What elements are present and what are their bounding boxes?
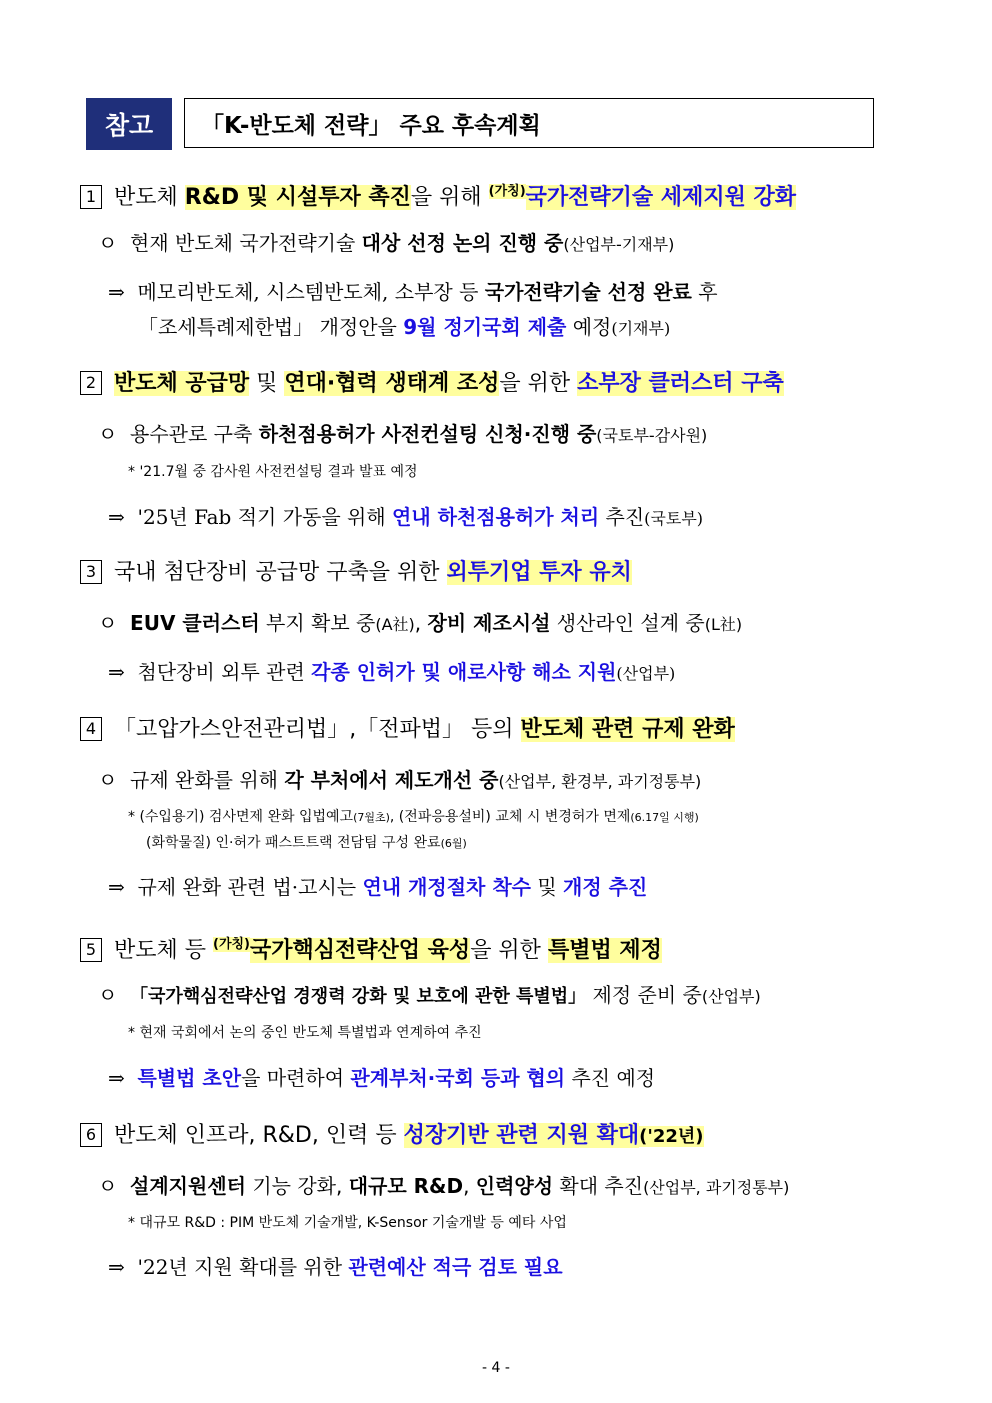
page-number: - 4 - — [482, 1360, 510, 1376]
section-1-circle: ㅇ 현재 반도체 국가전략기술 대상 선정 논의 진행 중(산업부-기재부) — [98, 231, 675, 255]
page-title: 「K-반도체 전략」 주요 후속계획 — [184, 98, 874, 148]
section-4-heading: 4 「고압가스안전관리법」,「전파법」 등의 반도체 관련 규제 완화 — [80, 715, 735, 745]
section-number: 3 — [80, 560, 102, 584]
section-6-arrow: ⇒ '22년 지원 확대를 위한 관련예산 적극 검토 필요 — [108, 1255, 563, 1279]
section-2-note: * '21.7월 중 감사원 사전컨설팅 결과 발표 예정 — [128, 464, 418, 480]
section-4-note-2: (화학물질) 인·허가 패스트트랙 전담팀 구성 완료(6월) — [146, 835, 467, 851]
section-6-circle: ㅇ 설계지원센터 기능 강화, 대규모 R&D, 인력양성 확대 추진(산업부, 과기정통부) — [98, 1174, 790, 1198]
section-number: 4 — [80, 717, 102, 741]
section-5-arrow: ⇒ 특별법 초안을 마련하여 관계부처·국회 등과 협의 추진 예정 — [108, 1066, 656, 1090]
section-1-arrow: ⇒ 메모리반도체, 시스템반도체, 소부장 등 국가전략기술 선정 완료 후 — [108, 280, 718, 304]
section-4-circle: ㅇ 규제 완화를 위해 각 부처에서 제도개선 중(산업부, 환경부, 과기정통부) — [98, 768, 702, 792]
section-6-note: * 대규모 R&D : PIM 반도체 기술개발, K-Sensor 기술개발 등 예타 사업 — [128, 1215, 567, 1231]
section-3-circle: ㅇ EUV 클러스터 부지 확보 중(A社), 장비 제조시설 생산라인 설계 중(L社) — [98, 611, 743, 635]
section-number: 2 — [80, 371, 102, 395]
section-3-arrow: ⇒ 첨단장비 외투 관련 각종 인허가 및 애로사항 해소 지원(산업부) — [108, 660, 676, 684]
section-3-heading: 3 국내 첨단장비 공급망 구축을 위한 외투기업 투자 유치 — [80, 558, 632, 588]
section-5-note: * 현재 국회에서 논의 중인 반도체 특별법과 연계하여 추진 — [128, 1025, 482, 1041]
section-6-heading: 6 반도체 인프라, R&D, 인력 등 성장기반 관련 지원 확대('22년) — [80, 1121, 704, 1152]
section-2-circle: ㅇ 용수관로 구축 하천점용허가 사전컨설팅 신청·진행 중(국토부-감사원) — [98, 422, 708, 446]
section-2-arrow: ⇒ '25년 Fab 적기 가동을 위해 연내 하천점용허가 처리 추진(국토부) — [108, 505, 704, 529]
section-number: 1 — [80, 185, 102, 209]
section-5-heading: 5 반도체 등 $^{(가칭)}$국가핵심전략산업 육성을 위한 특별법 제정 — [80, 930, 662, 966]
section-number: 6 — [80, 1123, 102, 1147]
reference-tag: 참고 — [86, 98, 172, 150]
section-1-arrow-cont: 「조세특례제한법」 개정안을 9월 정기국회 제출 예정(기재부) — [138, 315, 671, 339]
section-number: 5 — [80, 938, 102, 962]
section-1-heading: 1 반도체 R&D 및 시설투자 촉진을 위해 $^{(가칭)}$국가전략기술 세제지원 강화 — [80, 177, 796, 213]
section-4-note-1: * (수입용기) 검사면제 완화 입법예고(7월초), (전파응용설비) 교체 시 변경허가 면제(6.17일 시행) — [128, 809, 699, 825]
section-4-arrow: ⇒ 규제 완화 관련 법·고시는 연내 개정절차 착수 및 개정 추진 — [108, 875, 648, 899]
section-5-circle: ㅇ 「국가핵심전략산업 경쟁력 강화 및 보호에 관한 특별법」 제정 준비 중(산업부) — [98, 983, 761, 1007]
section-2-heading: 2 반도체 공급망 및 연대·협력 생태계 조성을 위한 소부장 클러스터 구축 — [80, 369, 784, 399]
